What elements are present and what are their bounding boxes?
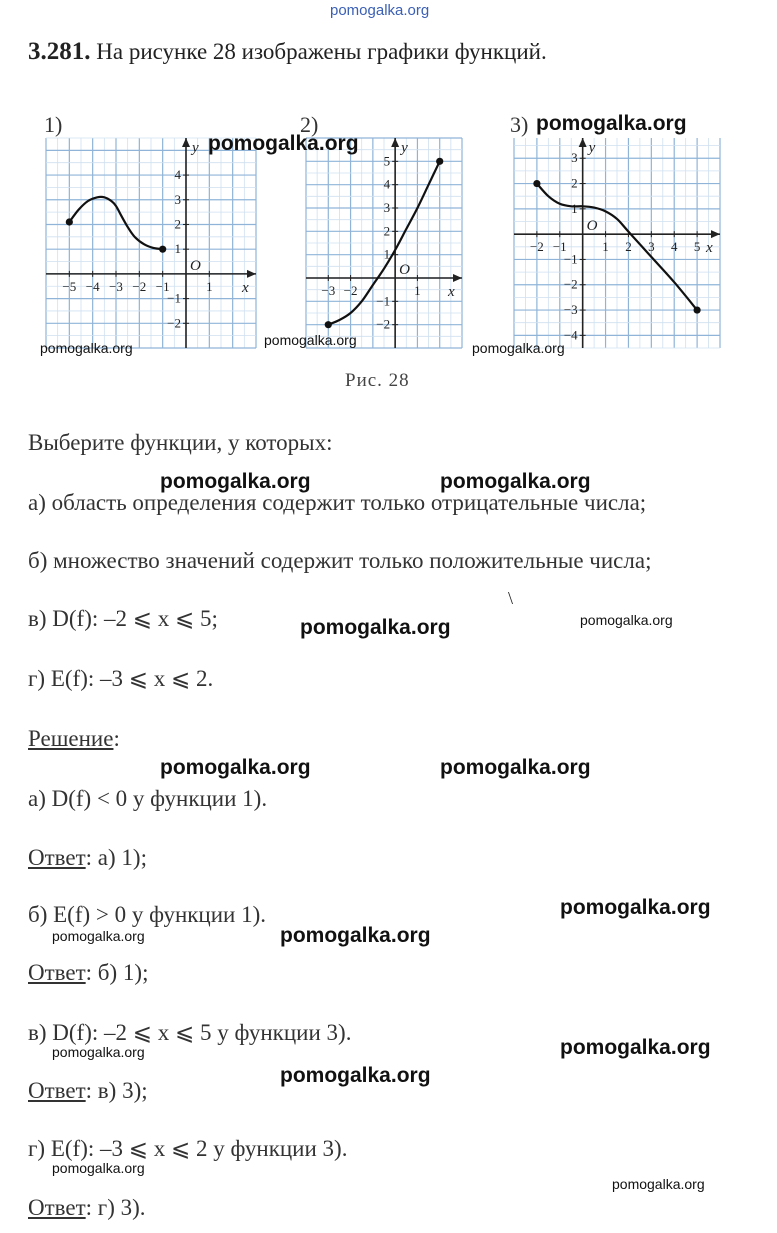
y-tick-label: 3 [383,200,391,215]
x-tick-label: 3 [648,239,655,255]
graph-1-label: 1) [44,112,63,137]
watermark: pomogalka.org [280,1064,431,1087]
answer-word: Ответ [28,960,86,985]
x-tick-label: 2 [625,239,632,255]
graph-3 [508,132,726,354]
y-tick-label: −1 [167,290,181,306]
x-tick-label: −3 [321,283,336,298]
watermark: pomogalka.org [52,1160,145,1176]
watermark: pomogalka.org [160,470,311,493]
watermark: pomogalka.org [580,612,673,628]
watermark: pomogalka.org [52,928,145,944]
solution-heading [28,726,120,752]
curve-end-point [694,306,701,313]
graph-3-label: 3) [510,112,529,137]
stray-mark: \ [508,588,514,608]
answer-d [28,1195,146,1221]
x-axis-arrow [247,270,256,278]
y-tick-label: −1 [376,293,391,309]
y-tick-label: 2 [383,223,391,239]
graph-2 [300,132,468,354]
x-tick-label: −1 [155,278,170,294]
y-axis-arrow [579,138,587,147]
watermark: pomogalka.org [560,896,711,919]
figure-caption: Рис. 28 [345,370,410,391]
y-tick-label: 4 [383,176,391,192]
curve-start-point [533,180,540,187]
x-axis-label: x [706,240,713,257]
answer-b-value: : б) 1); [85,960,149,985]
watermark: pomogalka.org [300,616,451,639]
graph-1 [40,132,262,354]
y-tick-label: 1 [383,246,391,262]
x-tick-label: −2 [529,239,544,255]
question-item-c: в) D(f): –2 ⩽ x ⩽ 5; [28,606,218,631]
y-tick-label: 1 [174,241,181,257]
x-axis-arrow [453,274,462,282]
question-item-a: а) область определения содержит только отрицательные числа; [28,490,647,515]
y-tick-label: −2 [167,315,181,331]
y-axis-label: y [401,140,408,156]
curve-end-point [436,158,443,165]
y-axis-arrow [182,138,190,147]
y-axis-label: y [588,140,596,156]
answer-d-value: : г) 3). [85,1195,146,1220]
answer-a [28,845,147,871]
origin-label: O [586,218,598,235]
problem-number: 3.281. [28,38,91,65]
watermark: pomogalka.org [40,340,133,356]
watermark: pomogalka.org [440,756,591,779]
watermark: pomogalka.org [472,340,565,356]
watermark: pomogalka.org [160,756,311,779]
y-tick-label: 4 [174,167,181,183]
watermark: pomogalka.org [264,332,357,348]
graph-2-label: 2) [300,112,319,137]
answer-a-value: : а) 1); [85,845,147,870]
answer-c-value: : в) 3); [85,1078,148,1103]
watermark: pomogalka.org [208,132,359,155]
y-tick-label: 2 [174,216,181,232]
x-tick-label: 1 [206,278,213,294]
solution-step-b: б) E(f) > 0 у функции 1). [28,902,267,927]
site-header[interactable]: pomogalka.org [330,2,430,19]
solution-heading-colon: : [113,726,120,751]
x-tick-label: −5 [62,278,77,294]
y-tick-label: −1 [563,251,578,267]
answer-c [28,1078,148,1104]
x-tick-label: 1 [414,283,421,298]
y-tick-label: −2 [563,276,578,292]
x-tick-label: −2 [132,278,147,294]
curve-start-point [325,321,332,328]
watermark: pomogalka.org [280,924,431,947]
y-tick-label: 5 [383,153,391,169]
x-axis-label: x [242,279,249,296]
watermark: pomogalka.org [440,470,591,493]
y-axis-label: y [192,140,199,156]
x-tick-label: 1 [602,239,609,255]
problem-statement [28,38,547,66]
x-tick-label: 5 [693,239,701,255]
question-intro: Выберите функции, у которых: [28,430,333,455]
x-tick-label: −2 [343,283,358,298]
solution-step-a: а) D(f) < 0 у функции 1). [28,786,268,811]
origin-label: O [190,257,201,274]
curve-end-point [159,246,166,253]
question-item-b: б) множество значений содержит только положительные числа; [28,548,652,573]
x-tick-label: −3 [109,278,123,294]
y-tick-label: 3 [571,150,578,166]
watermark: pomogalka.org [536,112,687,135]
solution-heading-word: Решение [28,726,114,751]
x-tick-label: −1 [552,239,567,255]
curve-start-point [66,218,73,225]
x-tick-label: −4 [85,278,100,294]
watermark: pomogalka.org [560,1036,711,1059]
x-axis-label: x [448,284,455,300]
y-tick-label: −4 [563,327,578,343]
y-tick-label: 3 [174,191,181,207]
watermark: pomogalka.org [612,1176,705,1192]
problem-text: На рисунке 28 изображены графики функций. [96,39,547,64]
y-tick-label: 1 [571,200,578,216]
solution-step-c: в) D(f): –2 ⩽ x ⩽ 5 у функции 3). [28,1020,352,1045]
answer-word: Ответ [28,1195,86,1220]
question-item-d: г) E(f): –3 ⩽ x ⩽ 2. [28,666,214,691]
x-tick-label: 4 [670,239,678,255]
y-axis-arrow [391,138,399,147]
answer-word: Ответ [28,1078,86,1103]
solution-step-d: г) E(f): –3 ⩽ x ⩽ 2 у функции 3). [28,1136,348,1161]
y-tick-label: −3 [563,302,578,318]
origin-label: O [399,262,410,278]
answer-b [28,960,148,986]
y-tick-label: −2 [376,316,391,332]
watermark: pomogalka.org [52,1044,145,1060]
x-axis-arrow [711,230,720,238]
y-tick-label: 2 [571,175,578,191]
answer-word: Ответ [28,845,86,870]
